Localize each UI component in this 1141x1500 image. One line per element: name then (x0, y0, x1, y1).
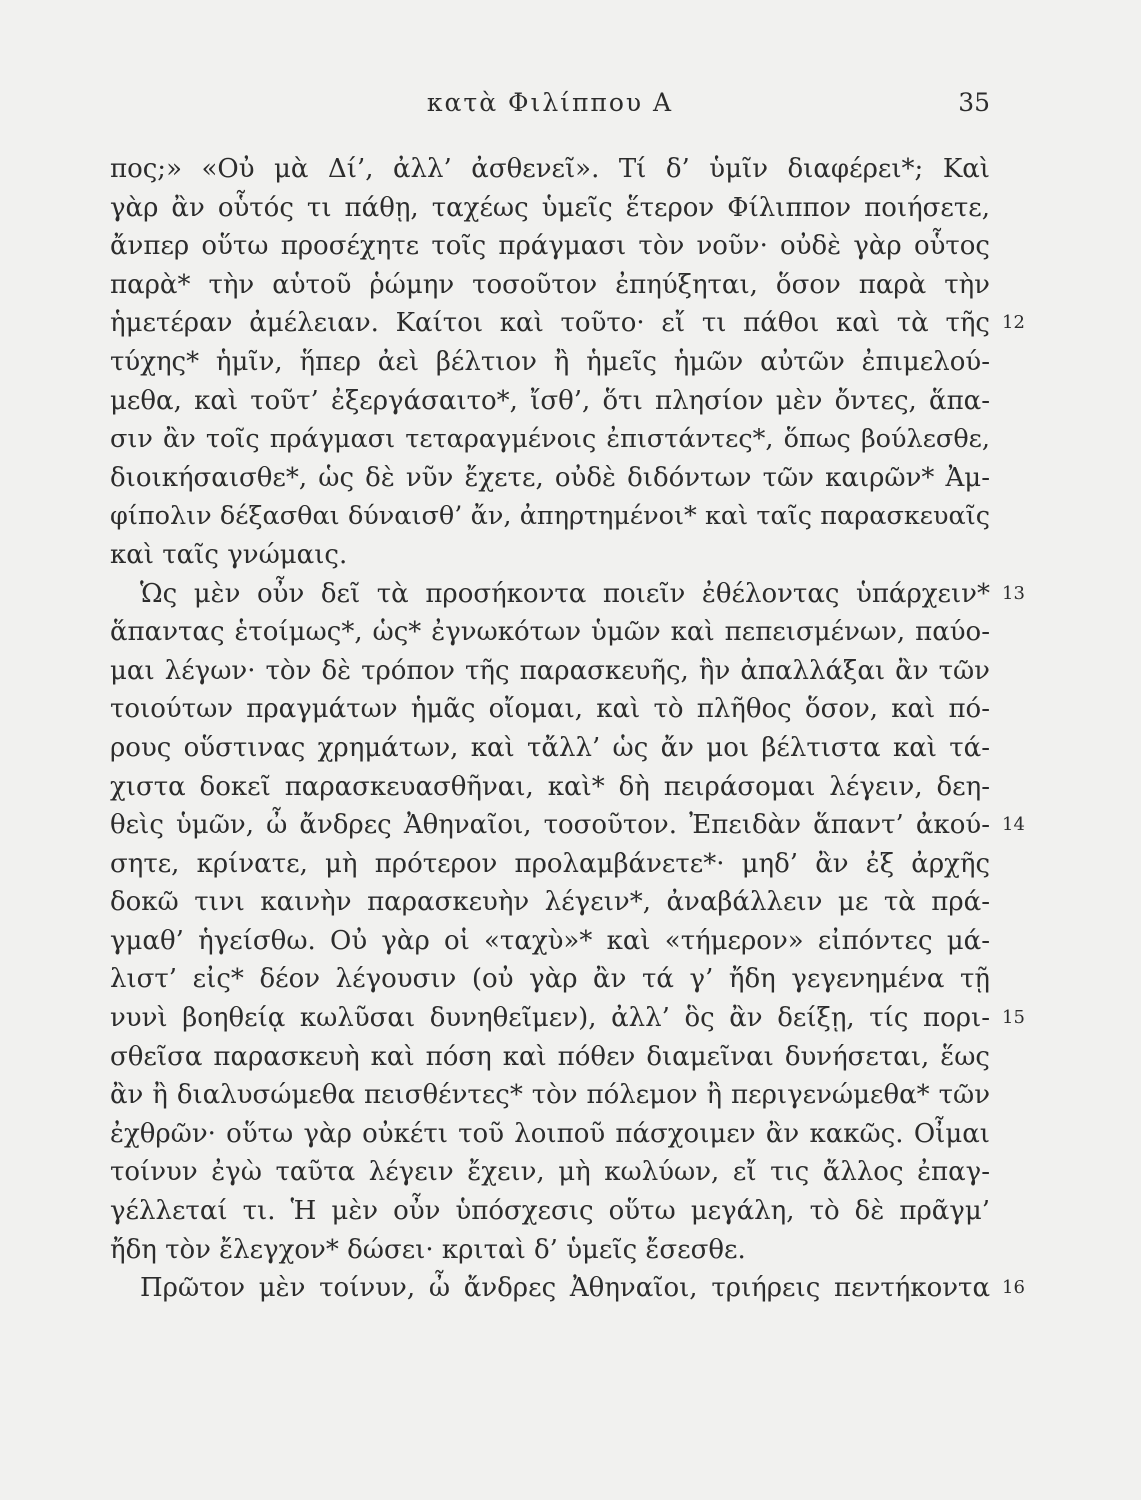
text-line-content: σητε, κρίνατε, μὴ πρότερον προλαμβάνετε*· μηδ’ ἂν ἐξ ἀρχῆς (110, 848, 990, 879)
text-line (110, 420, 990, 459)
page-header (110, 88, 990, 128)
text-line (110, 1153, 990, 1192)
section-number: 12 (1002, 312, 1025, 334)
text-line (110, 266, 990, 305)
text-line-content: ἤδη τὸν ἔλεγχον* δώσει· κριταὶ δ’ ὑμεῖς ἔσεσθε. (110, 1234, 746, 1265)
text-line (110, 1038, 990, 1077)
text-line-content: πος;» «Οὐ μὰ Δί’, ἀλλ’ ἀσθενεῖ». Τί δ’ ὑμῖν διαφέρει*; Καὶ (110, 154, 990, 184)
text-line-content: ἄνπερ οὕτω προσέχητε τοῖς πράγμασι τὸν νοῦν· οὐδὲ γὰρ οὗτος (110, 231, 990, 262)
text-line-content: γμαθ’ ἡγείσθω. Οὐ γὰρ οἱ «ταχὺ»* καὶ «τήμερον» εἰπόντες μά- (110, 925, 990, 956)
text-line-content: θεὶς ὑμῶν, ὦ ἄνδρες Ἀθηναῖοι, τοσοῦτον. Ἐπειδὰν ἅπαντ’ ἀκού- (110, 810, 990, 841)
text-line-content: γὰρ ἂν οὗτός τι πάθῃ, ταχέως ὑμεῖς ἕτερον Φίλιππον ποιήσετε, (110, 192, 990, 223)
text-line (110, 1231, 990, 1270)
text-line-content: μεθα, καὶ τοῦτ’ ἐξεργάσαιτο*, ἴσθ’, ὅτι πλησίον μὲν ὄντες, ἅπα- (110, 385, 990, 416)
text-line (110, 382, 990, 421)
text-line (110, 768, 990, 807)
text-line (110, 652, 990, 691)
text-line (110, 613, 990, 652)
text-line-content: φίπολιν δέξασθαι δύναισθ’ ἄν, ἀπηρτημένοι* καὶ ταῖς παρασκευαῖς (110, 501, 990, 532)
text-line (110, 575, 1025, 614)
text-line-content: ἡμετέραν ἀμέλειαν. Καίτοι καὶ τοῦτο· εἴ τι πάθοι καὶ τὰ τῆς (110, 308, 990, 339)
text-line-content: Ὡς μὲν οὖν δεῖ τὰ προσήκοντα ποιεῖν ἐθέλοντας ὑπάρχειν* (140, 578, 990, 609)
text-line-content: ἐχθρῶν· οὕτω γὰρ οὐκέτι τοῦ λοιποῦ πάσχοιμεν ἂν κακῶς. Οἶμαι (110, 1118, 990, 1149)
text-line (110, 343, 990, 382)
text-line (110, 536, 990, 575)
text-line (110, 459, 990, 498)
text-line-content: καὶ ταῖς γνώμαις. (110, 539, 348, 570)
text-line (110, 1115, 990, 1154)
text-line-content: νυνὶ βοηθείᾳ κωλῦσαι δυνηθεῖμεν), ἀλλ’ ὃς ἂν δείξῃ, τίς πορι- (110, 1003, 990, 1034)
text-line (110, 690, 990, 729)
text-line-content: παρὰ* τὴν αὑτοῦ ῥώμην τοσοῦτον ἐπηύξηται, ὅσον παρὰ τὴν (110, 269, 990, 300)
text-line (110, 497, 990, 536)
text-line (110, 845, 990, 884)
text-line (110, 729, 990, 768)
text-line-content: λιστ’ εἰς* δέον λέγουσιν (οὐ γὰρ ἂν τά γ’ ἤδη γεγενημένα τῇ (110, 964, 990, 995)
text-line (110, 1076, 990, 1115)
section-number: 15 (1002, 1007, 1025, 1029)
text-line-content: δοκῶ τινι καινὴν παρασκευὴν λέγειν*, ἀναβάλλειν με τὰ πρά- (110, 887, 990, 918)
running-title: κατὰ Φιλίππου Α (426, 88, 674, 117)
text-line (110, 1192, 990, 1231)
text-line (110, 304, 1025, 343)
text-line-content: χιστα δοκεῖ παρασκευασθῆναι, καὶ* δὴ πειράσομαι λέγειν, δεη- (110, 771, 990, 802)
text-line-content: διοικήσαισθε*, ὡς δὲ νῦν ἔχετε, οὐδὲ διδόντων τῶν καιρῶν* Ἀμ- (110, 462, 990, 493)
text-line (110, 150, 990, 189)
page-number: 35 (958, 88, 990, 117)
text-line-content: σθεῖσα παρασκευὴ καὶ πόση καὶ πόθεν διαμεῖναι δυνήσεται, ἕως (110, 1041, 990, 1072)
text-line-content: μαι λέγων· τὸν δὲ τρόπον τῆς παρασκευῆς, ἣν ἀπαλλάξαι ἂν τῶν (110, 655, 990, 686)
section-number: 13 (1002, 582, 1025, 604)
text-line (110, 960, 990, 999)
text-line-content: γέλλεταί τι. Ἡ μὲν οὖν ὑπόσχεσις οὕτω μεγάλη, τὸ δὲ πρᾶγμ’ (110, 1196, 990, 1227)
text-line-content: τοιούτων πραγμάτων ἡμᾶς οἴομαι, καὶ τὸ πλῆθος ὅσον, καὶ πό- (110, 694, 990, 725)
text-line (110, 922, 990, 961)
text-line-content: Πρῶτον μὲν τοίνυν, ὦ ἄνδρες Ἀθηναῖοι, τριήρεις πεντήκοντα (140, 1273, 990, 1304)
text-line-content: ρους οὕστινας χρημάτων, καὶ τἄλλ’ ὡς ἄν μοι βέλτιστα καὶ τά- (110, 732, 990, 763)
text-line-content: σιν ἂν τοῖς πράγμασι τεταραγμένοις ἐπιστάντες*, ὅπως βούλεσθε, (110, 424, 990, 455)
text-line-content: τύχης* ἡμῖν, ἥπερ ἀεὶ βέλτιον ἢ ἡμεῖς ἡμῶν αὐτῶν ἐπιμελού- (110, 346, 990, 377)
text-line (110, 189, 990, 228)
text-line (110, 227, 990, 266)
text-line (110, 806, 1025, 845)
text-line-content: ἂν ἢ διαλυσώμεθα πεισθέντες* τὸν πόλεμον ἢ περιγενώμεθα* τῶν (110, 1080, 990, 1111)
text-line (110, 1269, 1025, 1308)
section-number: 14 (1002, 814, 1025, 836)
text-line-content: ἅπαντας ἑτοίμως*, ὡς* ἐγνωκότων ὑμῶν καὶ πεπεισμένων, παύο- (110, 617, 990, 648)
section-number: 16 (1002, 1277, 1025, 1299)
text-line (110, 999, 1025, 1038)
text-line (110, 883, 990, 922)
body-text (110, 150, 1025, 1308)
text-line-content: τοίνυν ἐγὼ ταῦτα λέγειν ἔχειν, μὴ κωλύων, εἴ τις ἄλλος ἐπαγ- (110, 1157, 990, 1188)
